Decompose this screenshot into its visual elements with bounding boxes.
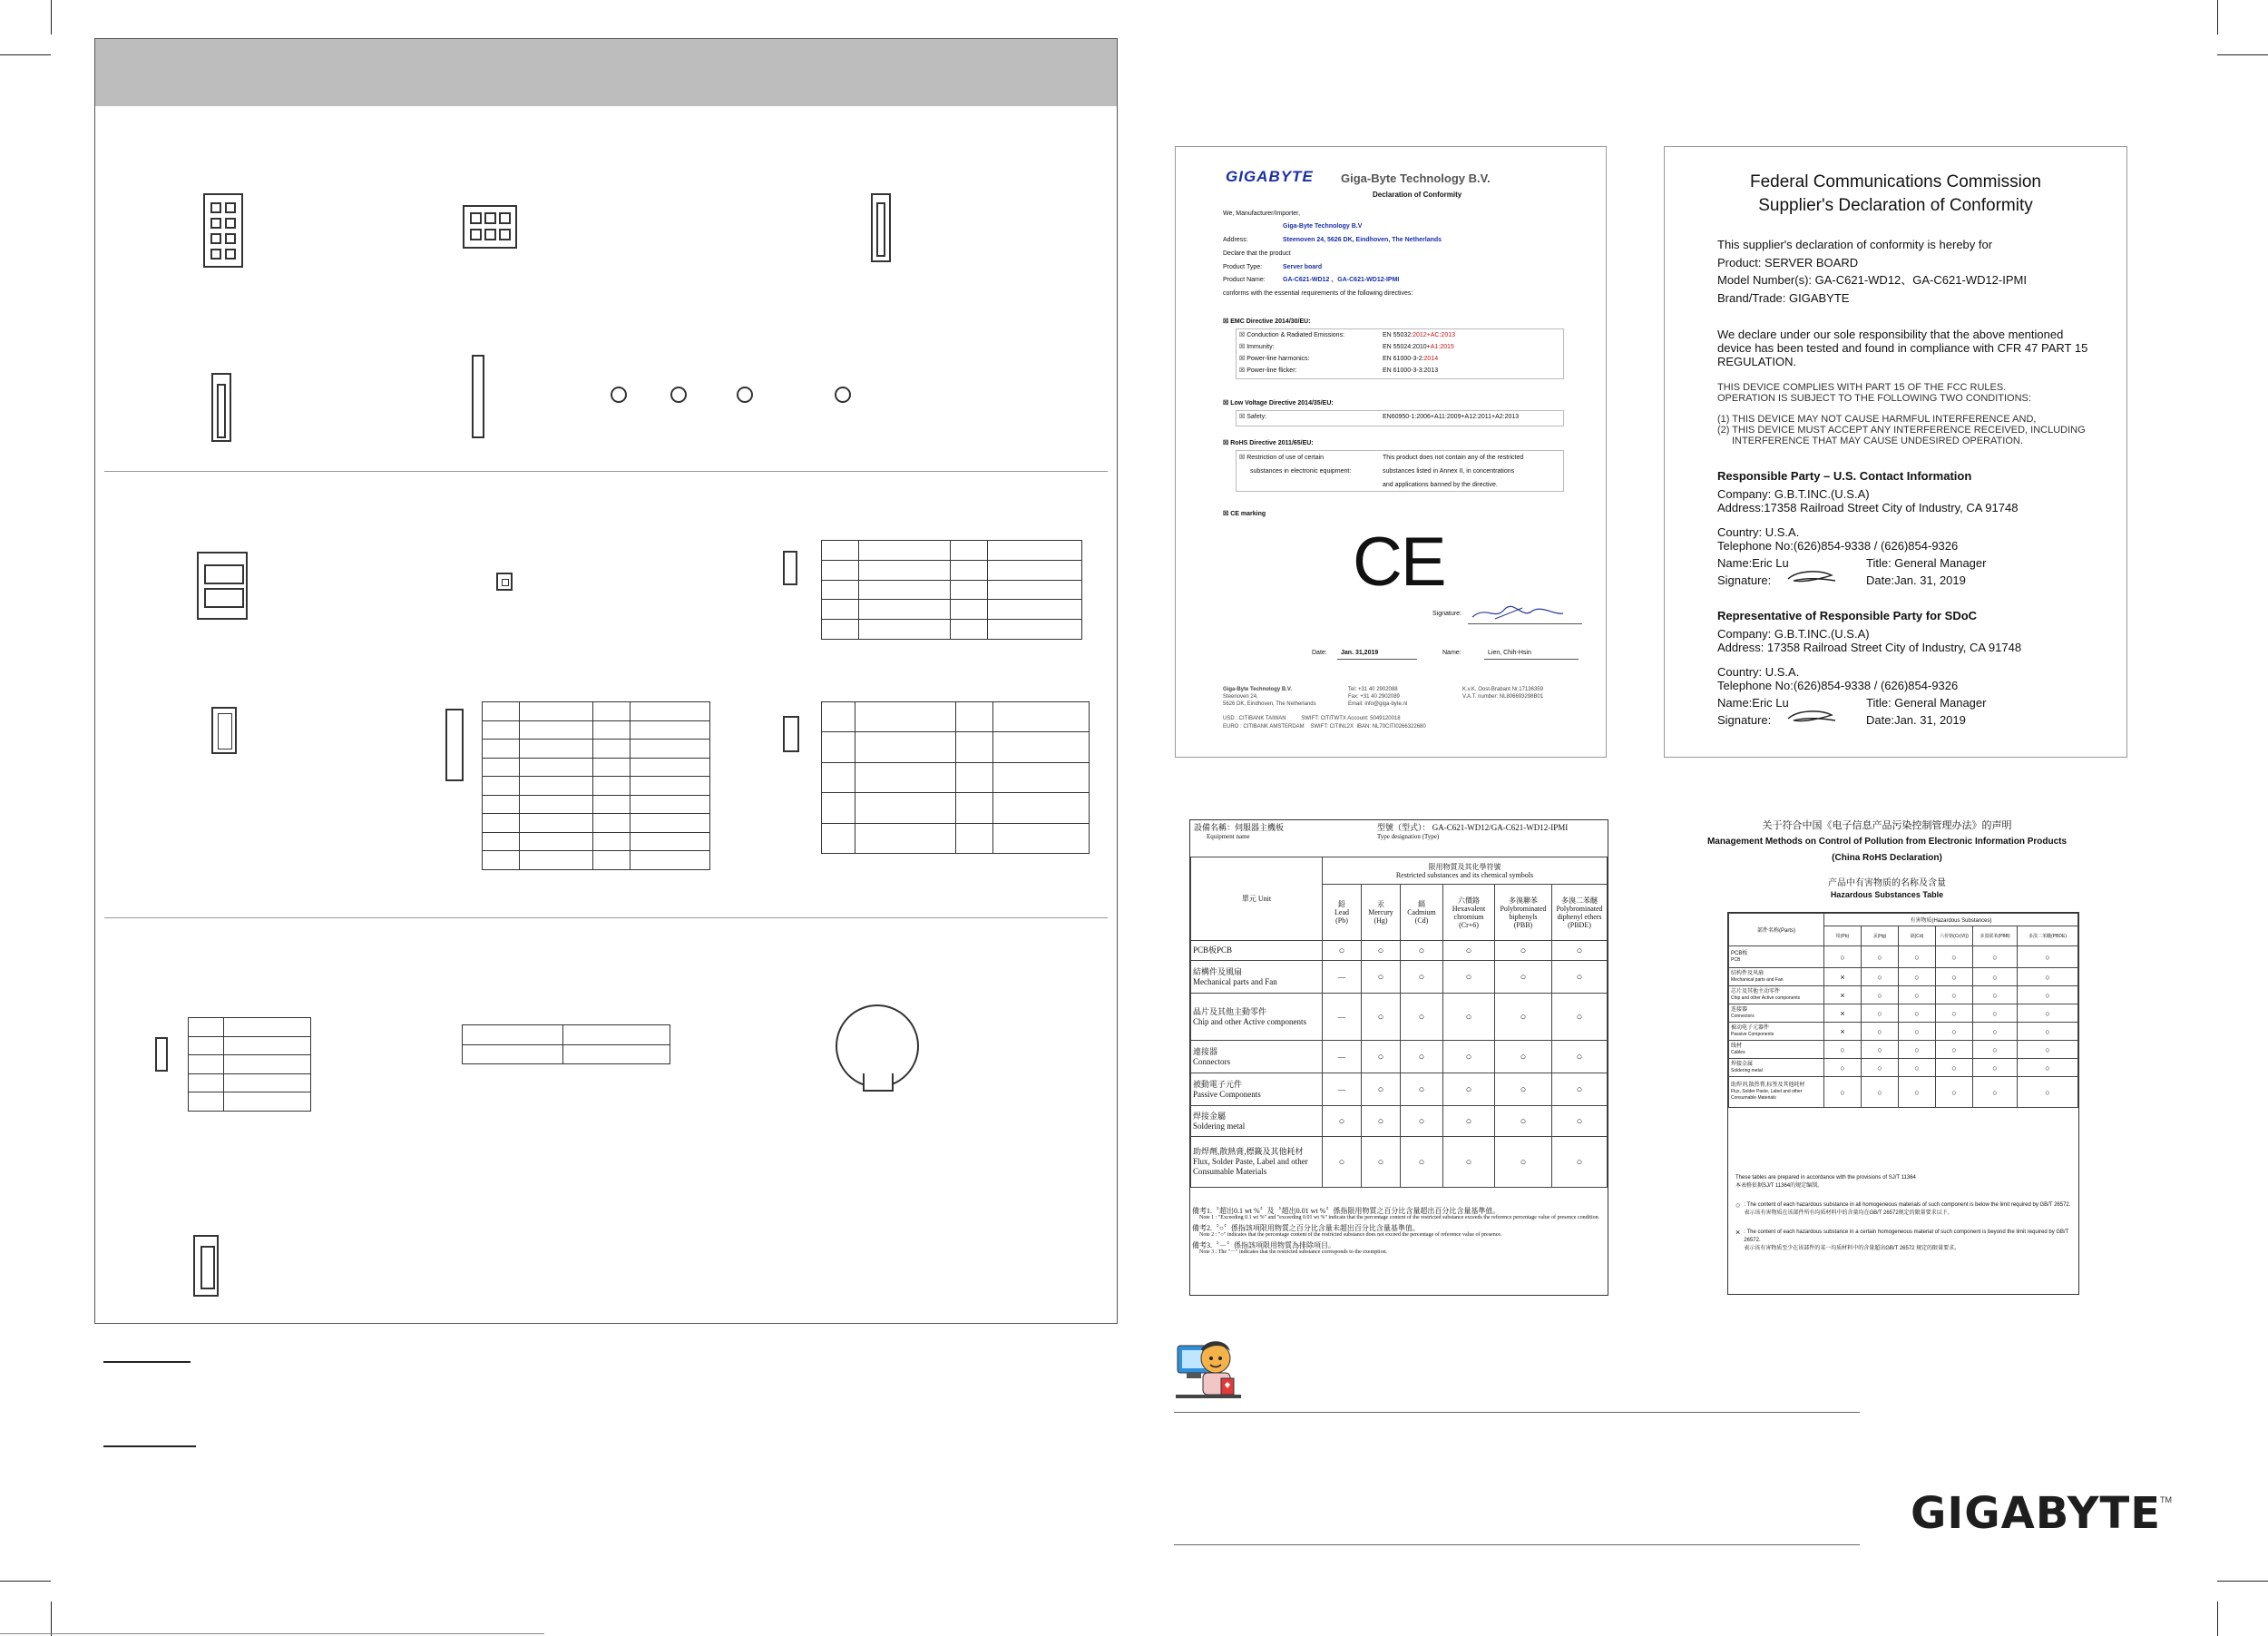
cn-rohs-row: 连接器 Connectors × ○ ○ ○ ○ ○ — [1729, 1004, 2078, 1023]
substance-mark: ○ — [1495, 1041, 1552, 1073]
substance-mark: ○ — [1495, 941, 1552, 961]
header-2x4 — [783, 716, 799, 752]
substance-mark: ○ — [1495, 1137, 1552, 1188]
substance-mark: ○ — [1401, 1041, 1443, 1073]
sata-connector — [871, 193, 891, 262]
emc-std: EN 55032:2012+AC:2013 — [1383, 332, 1455, 338]
product-name-value: GA-C621-WD12 、GA-C621-WD12-IPMI — [1283, 277, 1400, 283]
section-divider — [104, 917, 1108, 918]
fcc-rep-tel: Telephone No:(626)854-9338 / (626)854-9326 — [1717, 679, 1959, 692]
substance-mark: ○ — [1973, 968, 2018, 986]
substance-mark: ○ — [1899, 968, 1936, 986]
rohs-title: ☒ RoHS Directive 2011/65/EU: — [1223, 440, 1314, 446]
tw-rohs-table — [1190, 857, 1608, 1188]
jumper-pin — [835, 387, 851, 403]
substance-header-row: 鉛 Lead (Pb) 汞 Mercury (Hg) 鎘 Cadmium (Cd) 六價鉻 Hexavalent chromium (Cr+6) 多溴聯苯 Polybrominated biphenyls (PBB) 多溴二苯醚 Polybrominated diphenyl ethers (PBDE) — [1191, 885, 1608, 941]
substance-mark: ○ — [1824, 946, 1862, 968]
crop-mark — [51, 0, 52, 34]
cn-rohs-row: PCB板 PCB ○ ○ ○ ○ ○ ○ — [1729, 946, 2078, 968]
substance-mark: ○ — [1824, 1059, 1862, 1077]
cn-rohs-header: 关于符合中国《电子信息产品污染控制管理办法》的声明 Management Methods on Control of Pollution from Electronic Information Products (China RoHS Declaration) 产品中有害物质的名称及含量 Hazardous Substances Table — [1706, 820, 2068, 899]
substance-mark: × — [1824, 1023, 1862, 1041]
substance-mark: ○ — [2018, 968, 2078, 986]
rohs-value: substances listed in Annex II, in concentrations — [1383, 468, 1515, 475]
doc-heading: Declaration of Conformity — [1373, 191, 1462, 199]
substance-mark: ○ — [1862, 1077, 1899, 1108]
cn-rohs-row: 线材 Cables ○ ○ ○ ○ ○ ○ — [1729, 1041, 2078, 1059]
substance-mark: ○ — [1495, 961, 1552, 994]
substance-mark: ○ — [1362, 1106, 1401, 1137]
cn-substance-row: 铅(Pb) 汞(Hg) 镉(Cd) 六价铬(Cr(VI)) 多溴联苯(PBB) 多溴二苯醚(PBDE) — [1729, 926, 2078, 946]
substance-mark: × — [1824, 1004, 1862, 1023]
fcc-rep-address: Address: 17358 Railroad Street City of Industry, CA 91748 — [1717, 641, 2022, 654]
substance-mark: ○ — [1552, 1073, 1608, 1106]
substance-mark: ○ — [1899, 1059, 1936, 1077]
fcc-rep-country: Country: U.S.A. — [1717, 665, 1800, 679]
tw-rohs-row: 助焊劑,散熱膏,標籤及其他耗材 Flux, Solder Paste, Label and other Consumable Materials ○ ○ ○ ○ ○ ○ — [1191, 1137, 1608, 1188]
product-name-label: Product Name: — [1223, 277, 1266, 283]
tw-equip: 設備名稱：伺服器主機板 Equipment name — [1194, 823, 1285, 840]
pin-table — [821, 540, 1082, 640]
substance-mark: ○ — [1323, 1106, 1362, 1137]
substance-mark: ○ — [1862, 986, 1899, 1004]
substance-mark: ○ — [1362, 1073, 1401, 1106]
substance-mark: ○ — [1443, 994, 1495, 1041]
power-6pin-connector — [463, 205, 517, 249]
substance-mark: ○ — [1495, 1073, 1552, 1106]
fcc-title: Federal Communications Commission Supplier's Declaration of Conformity — [1750, 172, 2041, 215]
fcc-rep-sig: Signature: — [1717, 713, 1772, 727]
atx-8pin-connector — [203, 193, 243, 268]
emc-std: EN 55024:2010+A1:2015 — [1383, 344, 1454, 350]
substance-mark: ○ — [1862, 1004, 1899, 1023]
eu-declaration-doc — [1175, 146, 1607, 758]
declare-text: Declare that the product — [1223, 250, 1291, 257]
substance-mark: ○ — [1824, 1041, 1862, 1059]
signature-label: Signature: — [1432, 611, 1461, 617]
substance-mark: ○ — [1443, 1041, 1495, 1073]
footer-col-2: Tel: +31 40 2902088 Fax: +31 40 2902089 Email: info@giga-byte.nl — [1348, 687, 1408, 707]
name-line — [1484, 659, 1579, 660]
tw-rohs-row: 結構件及風扇 Mechanical parts and Fan － ○ ○ ○ ○ ○ — [1191, 961, 1608, 994]
fcc-rp-tel: Telephone No:(626)854-9338 / (626)854-9326 — [1717, 539, 1959, 553]
substance-mark: ○ — [1443, 941, 1495, 961]
footer-bank: USD : CITIBANK TAIWAN SWIFT: CITITWTX Account: 5049120018 — [1223, 716, 1401, 721]
substance-mark: ○ — [2018, 1023, 2078, 1041]
address-label: Address: — [1223, 237, 1248, 243]
pin-table — [188, 1017, 311, 1112]
3pin-header — [783, 551, 797, 585]
jumper-pin — [670, 387, 687, 403]
name-value: Lien, Chih-Hsin — [1488, 650, 1531, 656]
restricted-header: 限用物質及其化學符號 Restricted substances and its chemical symbols — [1323, 857, 1608, 885]
fcc-rp-country: Country: U.S.A. — [1717, 525, 1800, 539]
fcc-intro: This supplier's declaration of conformity is hereby for — [1717, 238, 1993, 251]
substance-mark: ○ — [1973, 1077, 2018, 1108]
panel-header-bar — [95, 39, 1117, 106]
fcc-model: Model Number(s): GA-C621-WD12、GA-C621-WD12-IPMI — [1717, 273, 2027, 287]
signature-line — [1468, 623, 1582, 624]
substance-mark: ○ — [1899, 986, 1936, 1004]
substance-mark: － — [1323, 1073, 1362, 1106]
header-2x10 — [445, 709, 464, 781]
substance-mark: ○ — [1899, 1077, 1936, 1108]
crop-mark — [51, 1602, 52, 1636]
substance-mark: ○ — [1401, 1137, 1443, 1188]
emc-std: EN 61000-3-2:2014 — [1383, 356, 1439, 362]
emc-row: ☒ Power-line harmonics: — [1239, 356, 1310, 362]
substance-mark: ○ — [1936, 1023, 1973, 1041]
substance-mark: ○ — [1899, 1004, 1936, 1023]
substance-mark: ○ — [1362, 1041, 1401, 1073]
ce-mark: CE — [1353, 524, 1445, 601]
fcc-rep-company: Company: G.B.T.INC.(U.S.A) — [1717, 627, 1870, 641]
tw-rohs-row: 焊接金屬 Soldering metal ○ ○ ○ ○ ○ ○ — [1191, 1106, 1608, 1137]
conforms-text: conforms with the essential requirements of the following directives: — [1223, 290, 1413, 297]
emc-row: ☒ Power-line flicker: — [1239, 367, 1297, 374]
emc-std: EN 61000-3-3:2013 — [1383, 367, 1439, 374]
substance-mark: ○ — [1552, 1041, 1608, 1073]
substance-mark: － — [1323, 994, 1362, 1041]
4pin-header — [155, 1037, 168, 1072]
rule-line — [1174, 1412, 1860, 1413]
cn-rohs-table — [1728, 913, 2078, 1108]
jumper-pin — [611, 387, 627, 403]
ce-title: ☒ CE marking — [1223, 511, 1266, 517]
underline-rule — [103, 1361, 191, 1363]
tw-rohs-row: 晶片及其他主動零件 Chip and other Active components － ○ ○ ○ ○ ○ — [1191, 994, 1608, 1041]
substance-mark: ○ — [1973, 1041, 2018, 1059]
date-line — [1337, 659, 1417, 660]
fcc-rp-date: Date:Jan. 31, 2019 — [1866, 573, 1966, 587]
substance-mark: － — [1323, 1041, 1362, 1073]
substance-mark: ○ — [1552, 1137, 1608, 1188]
jumper-pin — [737, 387, 753, 403]
substance-mark: ○ — [1973, 1059, 2018, 1077]
substance-mark: － — [1323, 961, 1362, 994]
fcc-declaration-doc — [1664, 146, 2127, 758]
substance-mark: ○ — [1362, 1137, 1401, 1188]
substance-mark: ○ — [1936, 946, 1973, 968]
cn-rohs-row: 芯片及其他主动零件 Chip and other Active components × ○ ○ ○ ○ ○ — [1729, 986, 2078, 1004]
cn-rohs-row: 结构件及风扇 Mechanical parts and Fan × ○ ○ ○ ○ ○ — [1729, 968, 2078, 986]
substance-mark: ○ — [1936, 1077, 1973, 1108]
cn-rohs-doc — [1727, 912, 2079, 1295]
substance-mark: ○ — [2018, 946, 2078, 968]
substance-mark: ○ — [1936, 1059, 1973, 1077]
tw-rohs-row: 連接器 Connectors － ○ ○ ○ ○ ○ — [1191, 1041, 1608, 1073]
hazard-header: 有害物质(Hazardous Substances) — [1824, 914, 2078, 926]
trademark-mark: TM — [2160, 1495, 2172, 1504]
crop-mark — [0, 54, 51, 55]
substance-mark: ○ — [1973, 986, 2018, 1004]
emc-title: ☒ EMC Directive 2014/30/EU: — [1223, 318, 1311, 325]
signature-mark — [1784, 706, 1839, 726]
substance-mark: × — [1824, 986, 1862, 1004]
button-switch — [496, 573, 513, 591]
connector-panel — [94, 38, 1118, 1324]
substance-mark: ○ — [1401, 1073, 1443, 1106]
fcc-rep-title: Representative of Responsible Party for SDoC — [1717, 609, 1978, 622]
substance-mark: ○ — [1973, 1004, 2018, 1023]
fcc-part15: THIS DEVICE COMPLIES WITH PART 15 OF THE FCC RULES. OPERATION IS SUBJECT TO THE FOLLOWING TWO CONDITIONS: (1) THIS DEVICE MAY NOT CAUSE HARMFUL INTERFERENCE AND, (2) THIS DEVICE MUST ACCEPT ANY INTERFERENCE RECEIVED, INCLUDING INTERFERENCE THAT MAY CAUSE UNDESIRED OPERATION. — [1717, 382, 2086, 446]
substance-mark: ○ — [1443, 1137, 1495, 1188]
substance-mark: ○ — [1401, 994, 1443, 1041]
substance-mark: ○ — [1899, 1041, 1936, 1059]
date-label: Date: — [1312, 650, 1327, 656]
emc-row: ☒ Immunity: — [1239, 344, 1275, 350]
substance-mark: ○ — [1899, 1023, 1936, 1041]
address-value: Steenoven 24, 5626 DK, Eindhoven, The Netherlands — [1283, 237, 1442, 243]
footer-col-3: K.v.K. Oost-Brabant Nr.17136359 V.A.T. number: NL806693298B01 — [1462, 687, 1544, 700]
substance-mark: ○ — [1495, 994, 1552, 1041]
pin-table — [482, 701, 710, 870]
crop-mark — [2217, 1602, 2218, 1636]
fcc-product: Product: SERVER BOARD — [1717, 256, 1859, 269]
fcc-rp-sig: Signature: — [1717, 573, 1772, 587]
header-connector — [472, 355, 484, 438]
product-type-value: Server board — [1283, 264, 1323, 270]
substance-mark: ○ — [1552, 994, 1608, 1041]
substance-mark: ○ — [1323, 1137, 1362, 1188]
bleed-line — [0, 1633, 544, 1634]
substance-mark: ○ — [1936, 1041, 1973, 1059]
substance-mark: ○ — [2018, 1059, 2078, 1077]
substance-mark: ○ — [1401, 1106, 1443, 1137]
manufacturer-name: Giga-Byte Technology B.V — [1283, 223, 1363, 230]
company-title: Giga-Byte Technology B.V. — [1341, 171, 1491, 185]
fcc-brand: Brand/Trade: GIGABYTE — [1717, 291, 1850, 305]
substance-mark: ○ — [1824, 1077, 1862, 1108]
tw-notes: 備考1.〝超出0.1 wt %〞及〝超出0.01 wt %〞係指限用物質之百分比含量超出百分比含量基準值。 Note 1 : "Exceeding 0.1 wt %" and "exceeding 0.01 wt %" indicate that the percentage content of the restricted substance exceeds the reference percentage value of presence condition. 備考2.〝○〞係指該項限用物質之百分比含量未超出百分比含量基準值。 Note 2 : "○" indicates that the percentage content of the restricted substance does not exceed the percentage of reference value of presence. 備考3.〝－〞係指該項限用物質為排除項目。 Note 3 : The "－" indicates that the restricted substance corresponds to the exemption. — [1192, 1207, 1600, 1255]
footer-col-1: Giga-Byte Technology B.V. Steenoven 24, 5626 DK, Eindhoven, The Netherlands — [1223, 687, 1316, 707]
fcc-rp-job: Title: General Manager — [1866, 556, 1987, 570]
fcc-declare: We declare under our sole responsibility that the above mentioned device has been tested and found in compliance with CFR 47 PART 15 REGULATION. — [1717, 328, 2088, 368]
substance-mark: ○ — [1495, 1106, 1552, 1137]
product-type-label: Product Type: — [1223, 264, 1263, 270]
footer-bank: EURO : CITIBANK AMSTERDAM SWIFT: CITINL2X IBAN: NL70CITI0266322680 — [1223, 724, 1426, 730]
fcc-rp-title: Responsible Party – U.S. Contact Information — [1717, 469, 1972, 483]
substance-mark: ○ — [2018, 986, 2078, 1004]
battery-clip — [863, 1073, 894, 1092]
substance-mark: ○ — [1552, 1106, 1608, 1137]
crop-mark — [2217, 54, 2268, 55]
substance-mark: ○ — [1362, 994, 1401, 1041]
substance-mark: ○ — [1936, 968, 1973, 986]
substance-mark: ○ — [1443, 1073, 1495, 1106]
substance-mark: ○ — [1936, 1004, 1973, 1023]
cn-notes: These tables are prepared in accordance with the provisions of SJ/T 11364 本表格依据SJ/T 11364的规定编制。 ○ : The content of each hazardous substance in all homogeneous materials of such component is below the limit required by GB/T 26572. 表示该有害物质在该部件所有均质材料中的含量均在GB/T 26572规定的限量要求以下。 × : The content of each hazardous substance in a certain homogeneous material of such component is beyond the limit required by GB/T 26572. 表示该有害物质至少在该部件的某一均质材料中的含量超出GB/T 26572 规定的限量要求。 — [1735, 1175, 2071, 1251]
substance-mark: ○ — [1862, 968, 1899, 986]
fcc-rep-name: Name:Eric Lu — [1717, 696, 1789, 710]
substance-mark: ○ — [1323, 941, 1362, 961]
substance-mark: ○ — [1973, 1023, 2018, 1041]
substance-mark: ○ — [1862, 946, 1899, 968]
substance-mark: ○ — [1899, 946, 1936, 968]
substance-mark: ○ — [2018, 1041, 2078, 1059]
tw-rohs-row: 被動電子元件 Passive Components － ○ ○ ○ ○ ○ — [1191, 1073, 1608, 1106]
signature-mark — [1784, 566, 1839, 586]
substance-mark: ○ — [1443, 1106, 1495, 1137]
fcc-rep-job: Title: General Manager — [1866, 696, 1987, 710]
cn-rohs-row: 助焊剂,散热膏,标签及其他耗材 Flux, Solder Paste, Label and other Consumable Materials ○ ○ ○ ○ ○ ○ — [1729, 1077, 2078, 1108]
crop-mark — [2217, 1581, 2268, 1582]
pin-table — [821, 701, 1090, 854]
substance-mark: ○ — [1443, 961, 1495, 994]
substance-mark: ○ — [1362, 941, 1401, 961]
cn-rohs-row: 焊接金属 Soldering metal ○ ○ ○ ○ ○ ○ — [1729, 1059, 2078, 1077]
rohs-value: This product does not contain any of the restricted — [1383, 455, 1524, 461]
sata-connector — [211, 373, 231, 442]
lvd-title: ☒ Low Voltage Directive 2014/35/EU: — [1223, 400, 1334, 407]
pin-table — [462, 1024, 670, 1064]
rule-line — [1174, 1544, 1860, 1545]
brand-logo: GIGABYTE — [1226, 168, 1314, 185]
fcc-rp-company: Company: G.B.T.INC.(U.S.A) — [1717, 487, 1870, 501]
rohs-row: ☒ Restriction of use of certain — [1239, 455, 1325, 461]
name-label: Name: — [1442, 650, 1461, 656]
substance-mark: ○ — [1862, 1023, 1899, 1041]
cn-rohs-row: 被动电子元器件 Passive Components × ○ ○ ○ ○ ○ — [1729, 1023, 2078, 1041]
signature-mark — [1468, 601, 1568, 624]
crop-mark — [2217, 0, 2218, 34]
part-header: 部件名称(Parts) — [1729, 914, 1824, 946]
fcc-rep-date: Date:Jan. 31, 2019 — [1866, 713, 1966, 727]
gigabyte-logo: GIGABYTE — [1911, 1488, 2162, 1539]
crop-mark — [0, 1581, 51, 1582]
underline-rule — [103, 1445, 196, 1447]
substance-mark: ○ — [1936, 986, 1973, 1004]
substance-mark: ○ — [1362, 961, 1401, 994]
usb-dual-port — [197, 552, 248, 620]
date-value: Jan. 31,2019 — [1341, 650, 1379, 656]
tw-rohs-row: PCB板PCB ○ ○ ○ ○ ○ ○ — [1191, 941, 1608, 961]
substance-mark: ○ — [2018, 1004, 2078, 1023]
mascot-icon — [1176, 1337, 1241, 1402]
substance-mark: × — [1824, 968, 1862, 986]
header-2x5 — [211, 707, 237, 754]
fcc-rp-address: Address:17358 Railroad Street City of Industry, CA 91748 — [1717, 501, 2019, 514]
rohs-label: substances in electronic equipment: — [1250, 468, 1352, 475]
substance-mark: ○ — [1552, 961, 1608, 994]
substance-mark: ○ — [1401, 941, 1443, 961]
substance-mark: ○ — [2018, 1077, 2078, 1108]
section-divider — [104, 471, 1108, 472]
tw-type: 型號（型式）： GA-C621-WD12/GA-C621-WD12-IPMI Type designation (Type) — [1377, 823, 1569, 840]
usb-vertical-port — [193, 1235, 219, 1297]
tw-rohs-doc — [1189, 819, 1608, 1296]
lvd-row: ☒ Safety: — [1239, 414, 1267, 420]
substance-mark: ○ — [1552, 941, 1608, 961]
unit-header: 單元 Unit — [1191, 857, 1323, 941]
rohs-value: and applications banned by the directive. — [1383, 482, 1498, 488]
substance-mark: ○ — [1862, 1059, 1899, 1077]
fcc-rp-name: Name:Eric Lu — [1717, 556, 1789, 570]
lvd-value: EN60950-1:2006+A11:2009+A12:2011+A2:2013 — [1383, 414, 1520, 420]
substance-mark: ○ — [1862, 1041, 1899, 1059]
substance-mark: ○ — [1401, 961, 1443, 994]
emc-row: ☒ Conduction & Radiated Emissions: — [1239, 332, 1345, 338]
substance-mark: ○ — [1973, 946, 2018, 968]
manufacturer-label: We, Manufacturer/Importer, — [1223, 211, 1301, 217]
